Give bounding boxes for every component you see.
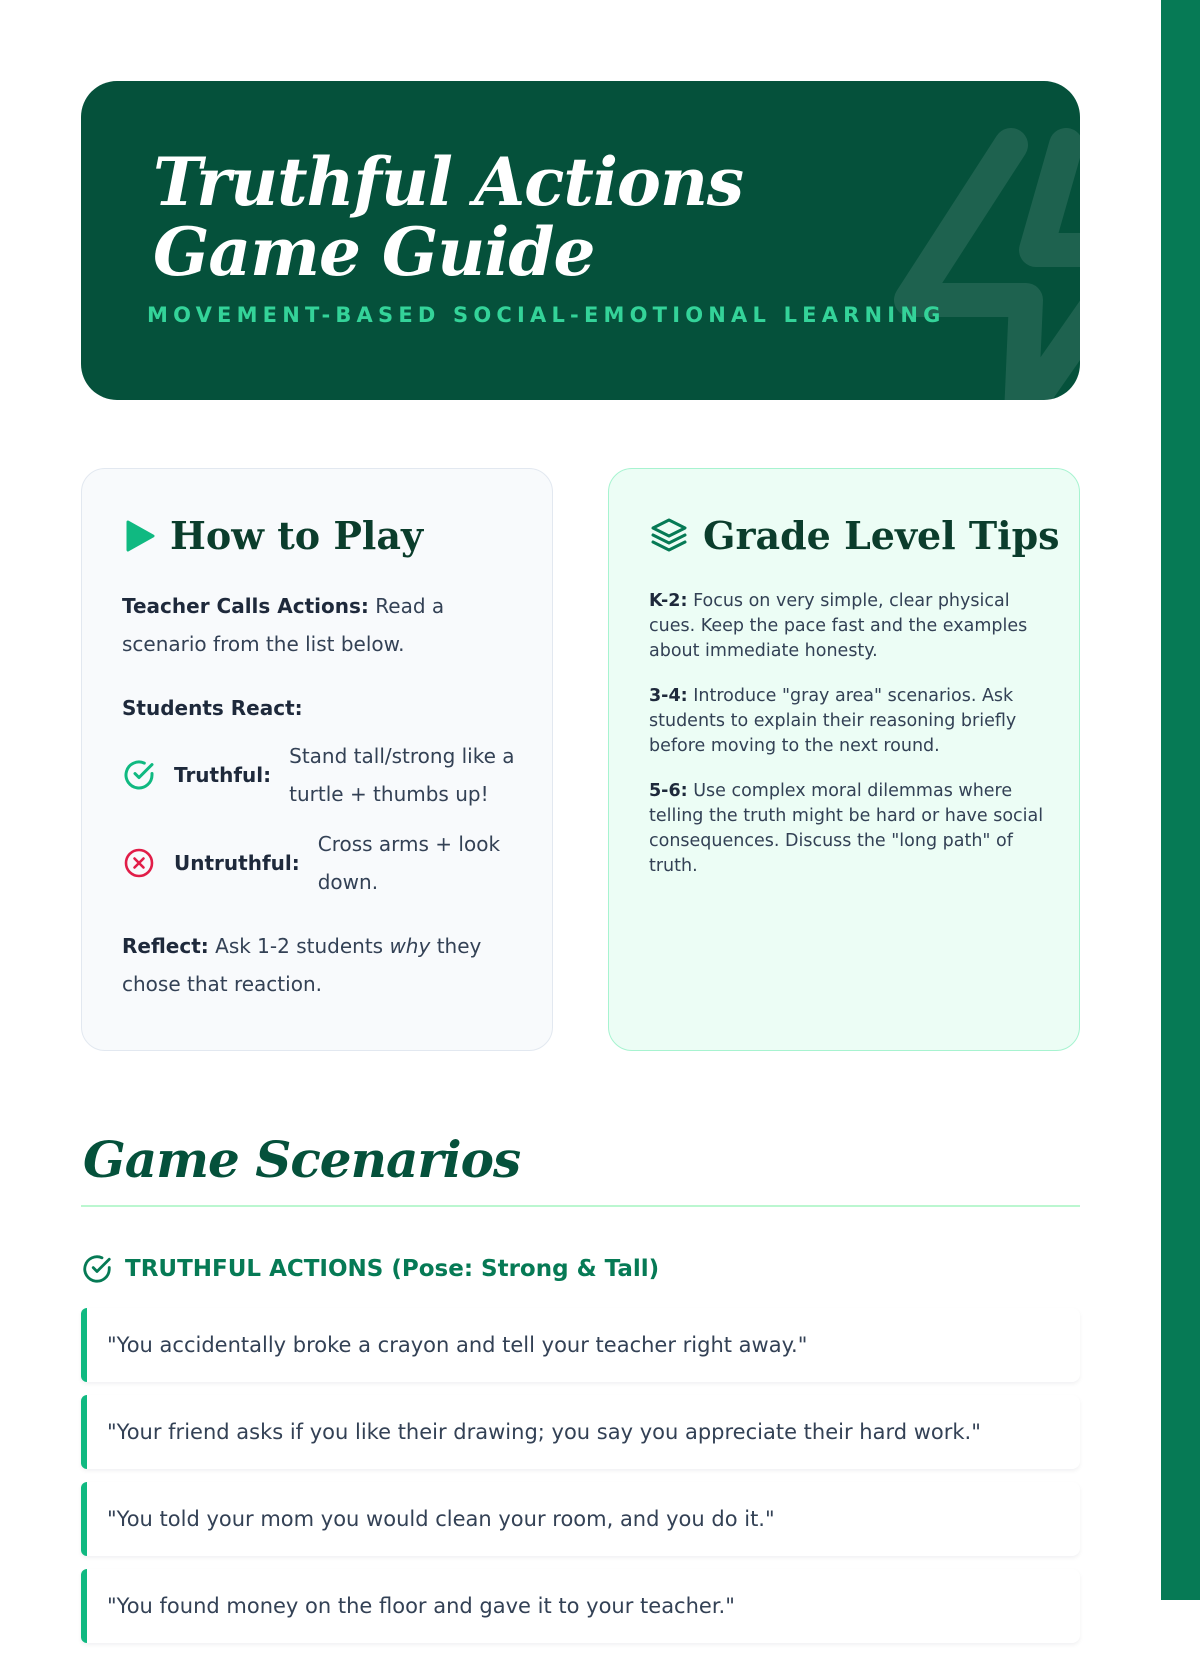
check-circle-icon [81,1253,113,1285]
x-circle-icon [122,846,156,880]
step-reflect [122,927,522,1003]
truthful-label: Truthful: [174,763,272,787]
page-subtitle: MOVEMENT-BASED SOCIAL-EMOTIONAL LEARNING [147,303,946,327]
step-reflect-text: Ask 1-2 students [215,934,384,958]
truthful-actions-heading [81,1253,659,1285]
reaction-truthful [122,737,522,813]
how-to-play-steps [122,587,522,1003]
tip-text: Use complex moral dilemmas where telling the truth might be hard or have social consequences. Discuss the "long path" of truth. [649,781,1044,876]
page-title: Truthful Actions Game Guide [153,143,744,291]
section-divider [81,1205,1080,1207]
grade-level-tips-card [608,468,1080,1051]
header-banner [81,81,1080,400]
scenario-list [81,1308,1080,1656]
grade-tips-list [649,589,1049,899]
scenario-card: "You accidentally broke a crayon and tell your teacher right away." [81,1308,1080,1382]
step-students-react [122,689,522,727]
tip-text: Focus on very simple, clear physical cues. Keep the pace fast and the examples about immediate honesty. [649,591,1028,661]
how-to-play-title: How to Play [170,513,424,558]
untruthful-label: Untruthful: [174,851,300,875]
step-teacher-calls-label: Teacher Calls Actions: [122,594,369,618]
step-teacher-calls-text: Read a scenario from the list below. [122,594,445,656]
tip-56 [649,779,1049,879]
how-to-play-header [122,513,423,558]
step-teacher-calls [122,587,522,663]
untruthful-action: Cross arms + look down. [317,832,501,894]
tip-grade: 3-4: [649,686,688,706]
how-to-play-card [81,468,553,1051]
scenario-card: "Your friend asks if you like their drawing; you say you appreciate their hard work." [81,1395,1080,1469]
tip-grade: K-2: [649,591,688,611]
grade-tips-title: Grade Level Tips [703,513,1060,558]
grade-tips-header [649,513,1060,558]
scenario-card: "You told your mom you would clean your room, and you do it." [81,1482,1080,1556]
tip-k2 [649,589,1049,664]
step-reflect-text-end: they chose that reaction. [122,934,482,996]
step-students-react-label: Students React: [122,696,303,720]
truthful-action: Stand tall/strong like a turtle + thumbs up! [289,744,515,806]
play-icon [122,519,156,553]
scenarios-section-title: Game Scenarios [83,1130,521,1189]
reaction-untruthful [122,825,522,901]
truthful-actions-title: TRUTHFUL ACTIONS (Pose: Strong & Tall) [125,1256,660,1282]
layers-icon [649,516,689,556]
step-reflect-emphasis: why [389,934,431,958]
step-reflect-label: Reflect: [122,934,209,958]
tip-grade: 5-6: [649,781,688,801]
tip-34 [649,684,1049,759]
scenario-card: "You found money on the floor and gave it to your teacher." [81,1569,1080,1643]
check-circle-icon [122,758,156,792]
tip-text: Introduce "gray area" scenarios. Ask students to explain their reasoning briefly before moving to the next round. [649,686,1017,756]
